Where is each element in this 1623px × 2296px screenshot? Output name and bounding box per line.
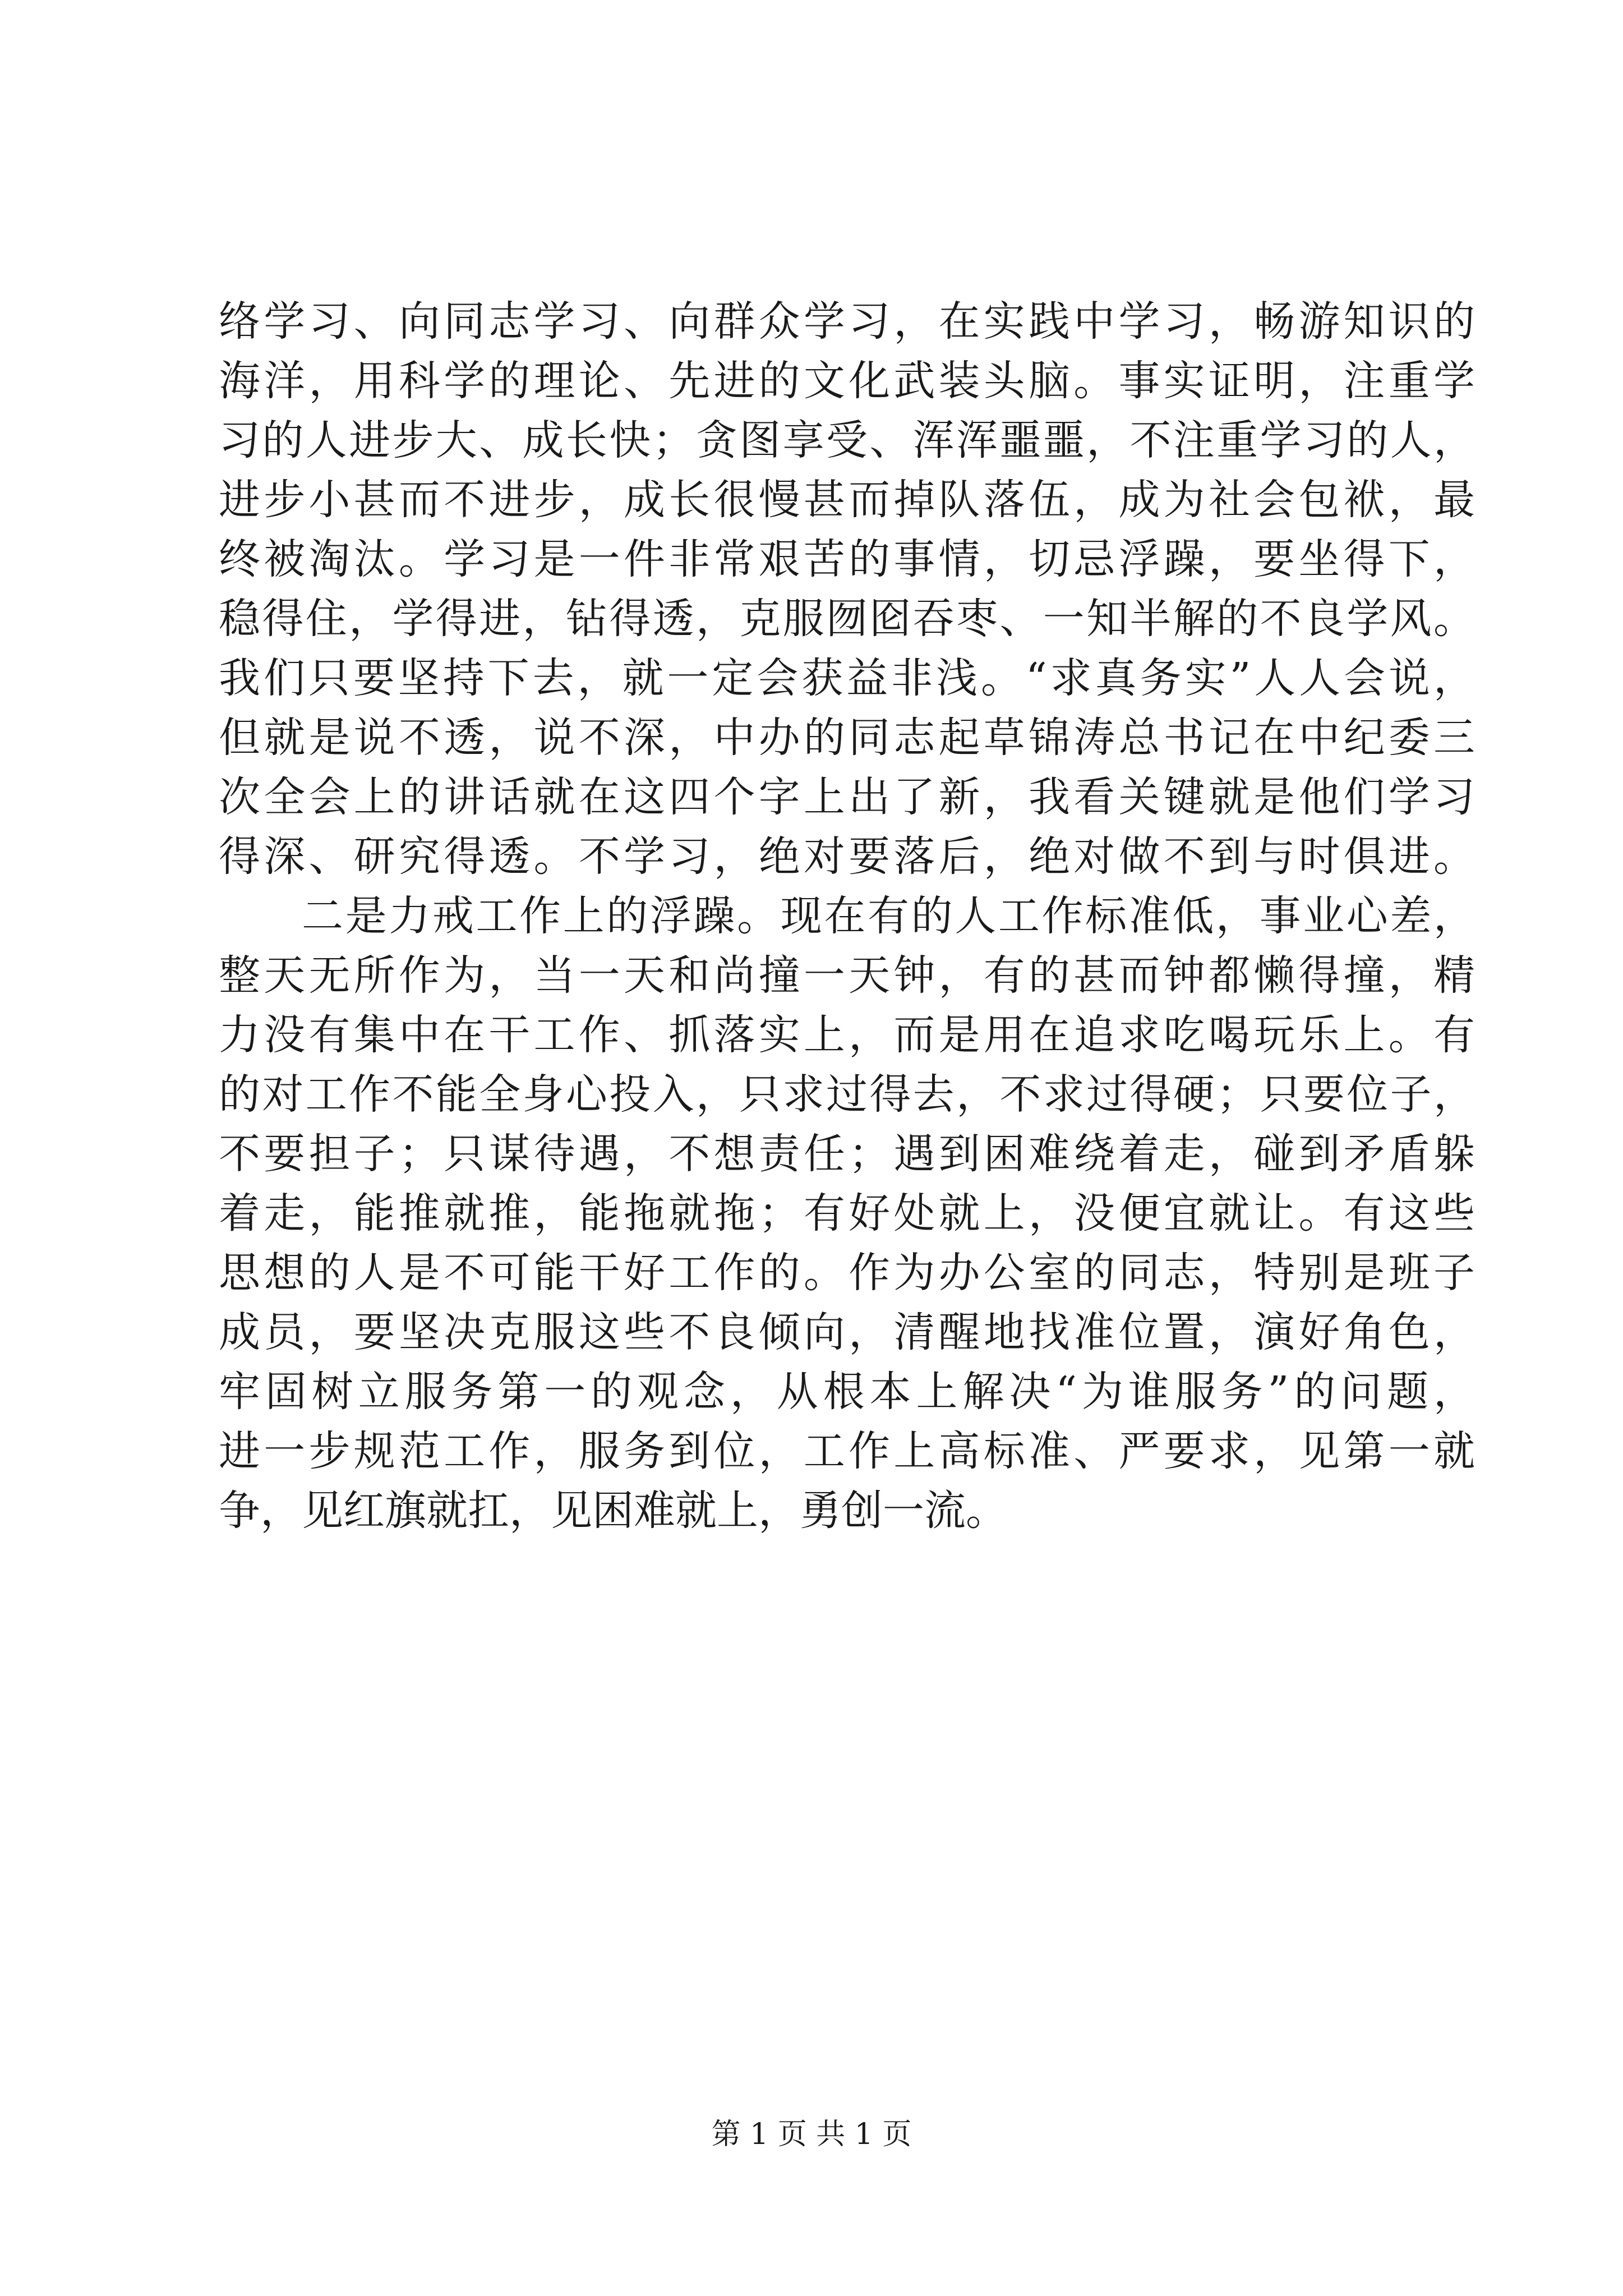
text-line: 终被淘汰。学习是一件非常艰苦的事情，切忌浮躁，要坐得下， — [219, 535, 1475, 583]
text-line: 整天无所作为，当一天和尚撞一天钟，有的甚而钟都懒得撞，精 — [219, 951, 1475, 1000]
text-line: 着走，能推就推，能拖就拖；有好处就上，没便宜就让。有这些 — [219, 1189, 1475, 1237]
text-line: 海洋，用科学的理论、先进的文化武装头脑。事实证明，注重学 — [219, 357, 1475, 405]
text-line: 我们只要坚持下去，就一定会获益非浅。“求真务实”人人会说， — [219, 654, 1475, 702]
text-line: 得深、研究得透。不学习，绝对要落后，绝对做不到与时俱进。 — [219, 832, 1475, 881]
text-line: 的对工作不能全身心投入，只求过得去，不求过得硬；只要位子， — [219, 1070, 1475, 1119]
text-line: 习的人进步大、成长快；贪图享受、浑浑噩噩，不注重学习的人， — [219, 416, 1475, 464]
text-line: 次全会上的讲话就在这四个字上出了新，我看关键就是他们学习 — [219, 773, 1475, 821]
body-text — [219, 292, 1475, 1540]
text-line: 成员，要坚决克服这些不良倾向，清醒地找准位置，演好角色， — [219, 1308, 1475, 1356]
text-line: 进步小甚而不进步，成长很慢甚而掉队落伍，成为社会包袱，最 — [219, 476, 1475, 524]
paragraph-first-line: 二是力戒工作上的浮躁。现在有的人工作标准低，事业心差， — [302, 892, 1475, 940]
text-line: 牢固树立服务第一的观念，从根本上解决“为谁服务”的问题， — [219, 1368, 1475, 1416]
text-line: 稳得住，学得进，钻得透，克服囫囵吞枣、一知半解的不良学风。 — [219, 595, 1475, 643]
page-footer: 第 1 页 共 1 页 — [711, 2118, 912, 2151]
text-line: 进一步规范工作，服务到位，工作上高标准、严要求，见第一就 — [219, 1427, 1475, 1475]
text-line: 络学习、向同志学习、向群众学习，在实践中学习，畅游知识的 — [219, 297, 1475, 346]
text-line: 不要担子；只谋待遇，不想责任；遇到困难绕着走，碰到矛盾躲 — [219, 1130, 1475, 1178]
text-line: 思想的人是不可能干好工作的。作为办公室的同志，特别是班子 — [219, 1249, 1475, 1297]
text-line: 力没有集中在干工作、抓落实上，而是用在追求吃喝玩乐上。有 — [219, 1011, 1475, 1059]
text-line: 但就是说不透，说不深，中办的同志起草锦涛总书记在中纪委三 — [219, 714, 1475, 762]
paragraph-last-line: 争，见红旗就扛，见困难就上，勇创一流。 — [219, 1487, 1007, 1535]
